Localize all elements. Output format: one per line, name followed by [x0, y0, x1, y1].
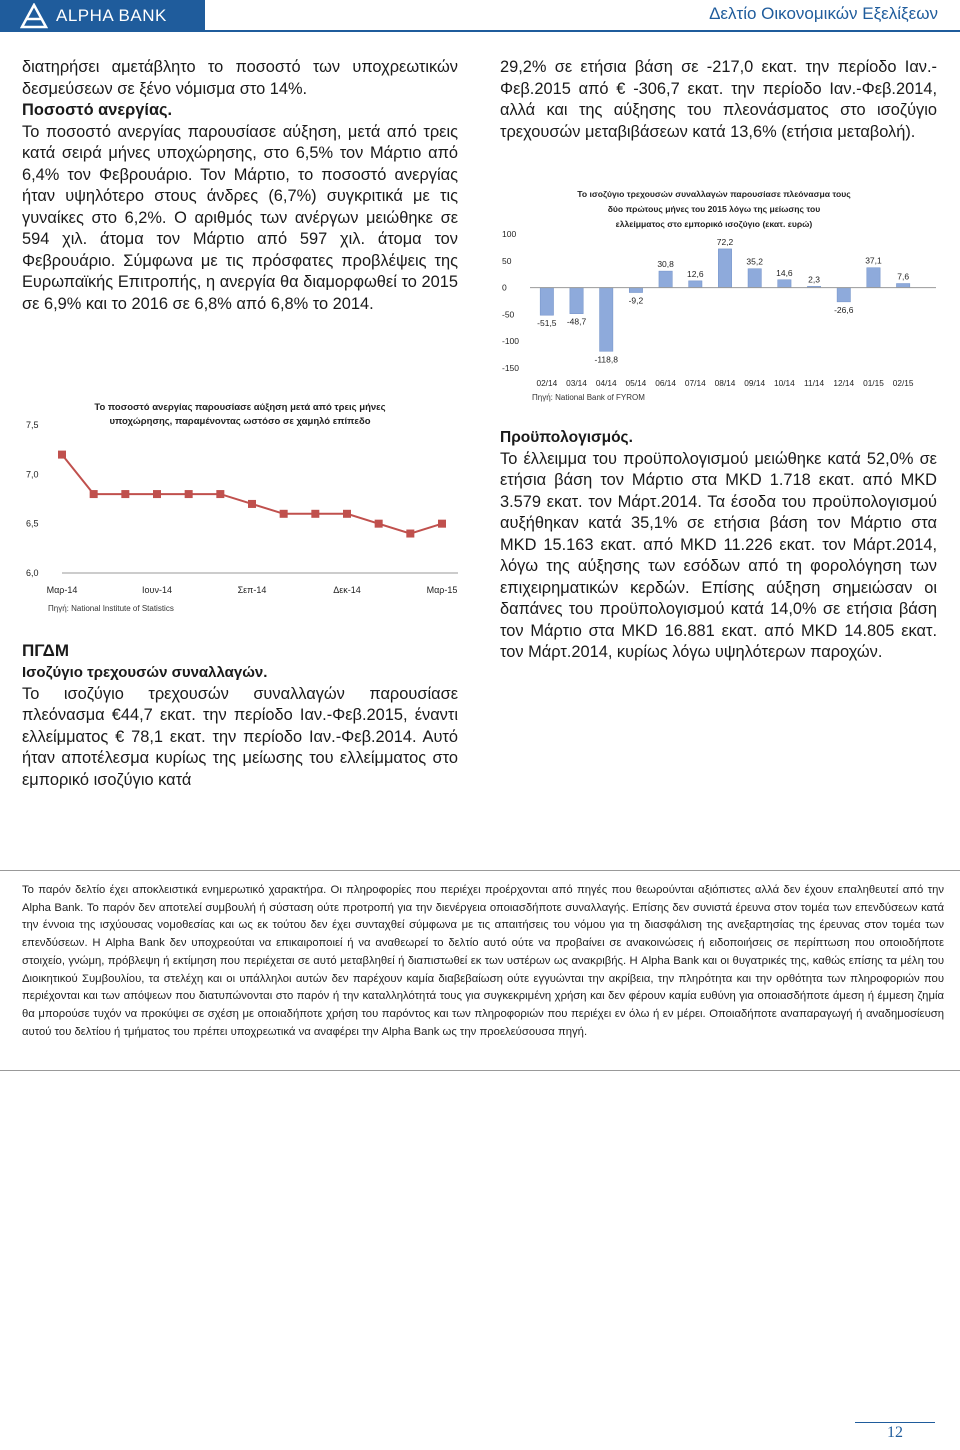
y-tick-label: -150 [502, 363, 520, 373]
bar-value-label: -48,7 [566, 316, 587, 327]
bar [570, 288, 583, 314]
data-point [375, 520, 383, 528]
y-axis-ticks [502, 229, 519, 373]
x-tick-label: 01/15 [863, 378, 884, 388]
x-tick-label: 05/14 [625, 378, 647, 388]
current-account-bar-chart [500, 182, 940, 404]
x-tick-label: Μαρ-14 [46, 585, 78, 595]
data-point [343, 510, 351, 518]
x-tick-label: 04/14 [595, 378, 617, 388]
bar-value-label: 12,6 [687, 268, 704, 279]
bar-value-label: -26,6 [834, 304, 854, 315]
disclaimer-bottom-rule [0, 1070, 960, 1071]
bar [778, 280, 791, 288]
chart-title-line: Το ισοζύγιο τρεχουσών συναλλαγών παρουσίασε πλεόνασμα τους [577, 189, 851, 199]
right-column [500, 57, 937, 143]
data-point [216, 490, 224, 498]
x-tick-label: 07/14 [684, 378, 706, 388]
brand-logo [0, 0, 205, 32]
header-rule [205, 30, 960, 32]
chart-title-line: Το ποσοστό ανεργίας παρουσίασε αύξηση μετά από τρεις μήνες [94, 402, 386, 413]
bar [600, 288, 613, 352]
current-account-heading: Ισοζύγιο τρεχουσών συναλλαγών. [22, 664, 268, 681]
paragraph-current-account: Το ισοζύγιο τρεχουσών συναλλαγών παρουσίασε πλεόνασμα €44,7 εκατ. την περίοδο Ιαν.-Φεβ.2015, έναντι ελλείμματος € 78,1 εκατ. την περίοδο Ιαν.-Φεβ.2014. Αυτό ήταν αποτέλεσμα κυρίως της μείωσης του ελλείμματος στο εμπορικό ισοζύγιο κατά [22, 684, 458, 789]
bar [718, 249, 731, 288]
page-number-rule [855, 1422, 935, 1423]
bar-value-label: 37,1 [865, 255, 882, 266]
disclaimer-text: Το παρόν δελτίο έχει αποκλειστικά ενημερωτικό χαρακτήρα. Οι πληροφορίες που περιέχει προέρχονται από πηγές που θεωρούνται αξιόπιστες αλλά δεν έχουν επαληθευτεί από την Alpha Bank. Το παρόν δεν αποτελεί συμβουλή ή σύσταση ούτε προτροπή για την διενέργεια οποιασδήποτε συναλλαγής. Επίσης δεν συνιστά έρευνα στον τομέα των επενδύσεων κατά την έννοια της ισχύουσας νομοθεσίας και ως εκ τούτου δεν έχει συνταχθεί σύμφωνα με τις απαιτήσεις του νόμου για τη διασφάλιση της ανεξαρτησίας της έρευνας στον τομέα των επενδύσεων. Η Alpha Bank δεν υποχρεούται να επικαιροποιεί ή να αναθεωρεί το δελτίο αυτό ούτε να προβαίνει σε ανακοινώσεις ή ειδοποιήσεις σε περίπτωση που οποιοδήποτε στοιχείο, γνώμη, πρόβλεψη ή εκτίμηση που περιέχεται σε αυτό μεταβληθεί ή διαπιστωθεί εκ των υστέρων ως ανακριβής. Η Alpha Bank και οι θυγατρικές της, καθώς επίσης τα μέλη του Διοικητικού Συμβουλίου, τα στελέχη και οι υπάλληλοι αυτών δεν παρέχουν καμία διαβεβαίωση ούτε εγγυώνται την ακρίβεια, την πληρότητα και την ορθότητα των πληροφοριών που περιέχονται και των απόψεων που διατυπώνονται στο παρόν ή την καταλληλότητά τους για συγκεκριμένη χρήση και δεν φέρουν καμία ευθύνη για οποιασδήποτε άμεση ή έμμεση ζημία θα μπορούσε τυχόν να προκύψει σε σχέση με οποιαδήποτε χρήση του παρόντος και των πληροφοριών που περιέχει εν όλω ή εν μέρει. Οποιαδήποτε αναπαραγωγή ή αναδημοσίευση αυτού του δελτίου ή τμήματος του πρέπει υποχρεωτικά να αναφέρει την Alpha Bank ως την προελεύσουσα πηγή. [22, 884, 944, 1038]
x-tick-label: 06/14 [655, 378, 676, 388]
paragraph-budget: Το έλλειμμα του προϋπολογισμού μειώθηκε κατά 52,0% σε ετήσια βάση τον Μάρτιο στα MKD 1.718 εκατ. από MKD 3.579 εκατ. τον Μάρτ.2014. Τα έσοδα του προϋπολογισμού αυξήθηκαν κατά 35,1% σε ετήσια βάση τον Μάρτιο στα MKD 15.163 εκατ. από MKD 11.226 εκατ. τον Μάρτ.2014, λόγω της αύξησης των εσόδων από τη φορολόγηση των επιχειρηματικών κερδών. Επίσης αύξηση σημειώσαν οι δαπάνες του προϋπολογισμού κατά 14,0% σε ετήσια βάση τον Μάρτιο στα MKD 16.881 εκατ. από MKD 14.805 εκατ. τον Μάρτ.2014, κυρίως λόγω υψηλότερων παροχών. [500, 449, 937, 661]
bar-value-label: 72,2 [716, 236, 734, 247]
data-point [311, 510, 319, 518]
bar [629, 288, 642, 293]
disclaimer-box [0, 870, 960, 1242]
x-tick-label: 12/14 [833, 378, 855, 388]
y-tick-label: -100 [502, 336, 520, 347]
x-tick-label: 02/15 [892, 378, 914, 388]
unemployment-line-chart [22, 390, 462, 620]
paragraph-trade-balance: 29,2% σε ετήσια βάση σε -217,0 εκατ. την περίοδο Ιαν.-Φεβ.2015 από € -306,7 εκατ. την περίοδο Ιαν.-Φεβ.2014, αλλά και της αύξησης του πλεονάσματος στο ισοζύγιο τρεχουσών μεταβιβάσεων κατά 13,6% (ετήσια μεταβολή). [500, 58, 937, 141]
bar-value-label: 30,8 [657, 259, 674, 270]
bar-value-label: 14,6 [776, 267, 793, 278]
bar [748, 269, 761, 288]
x-axis-ticks [47, 585, 458, 595]
left-column [22, 57, 458, 315]
publication-title: Δελτίο Οικονομικών Εξελίξεων [709, 4, 938, 23]
x-axis-ticks [536, 378, 913, 388]
x-tick-label: 10/14 [774, 378, 795, 388]
chart-source: Πηγή: National Institute of Statistics [48, 604, 174, 613]
left-column-lower [22, 640, 458, 791]
bar [896, 284, 909, 288]
data-point [406, 530, 414, 538]
data-point [153, 490, 161, 498]
x-tick-label: Σεπ-14 [237, 585, 267, 595]
bar-value-label: -51,5 [537, 318, 557, 329]
y-tick-label: 50 [502, 255, 512, 266]
data-point [438, 520, 446, 528]
budget-heading: Προϋπολογισμός. [500, 429, 633, 446]
y-tick-label: 7,0 [26, 469, 39, 480]
chart-title [94, 402, 385, 427]
x-tick-label: 11/14 [803, 378, 825, 388]
paragraph-reserve-requirements: διατηρήσει αμετάβλητο το ποσοστό των υποχρεωτικών δεσμεύσεων σε ξένο νόμισμα στο 14%. [22, 58, 458, 98]
bar [837, 288, 850, 302]
chart-title-line: δύο πρώτους μήνες του 2015 λόγω της μείωσης του [607, 204, 821, 214]
bar-series [537, 237, 910, 364]
data-point [90, 490, 98, 498]
chart-title-line: υποχώρησης, παραμένοντας ωστόσο σε χαμηλό επίπεδο [109, 416, 371, 427]
bar [659, 271, 672, 288]
data-point [121, 490, 129, 498]
data-point [185, 490, 193, 498]
y-tick-label: 100 [502, 229, 517, 239]
chart-title [577, 189, 851, 229]
unemployment-series-line [62, 455, 442, 534]
x-tick-label: Δεκ-14 [333, 585, 361, 595]
data-point [280, 510, 288, 518]
bar-value-label: -9,2 [628, 295, 644, 306]
page-number: 12 [887, 1424, 903, 1441]
section-heading-fyrom: ΠΓΔΜ [22, 641, 70, 660]
disclaimer-top-rule [0, 870, 960, 871]
y-axis-ticks [26, 420, 39, 578]
right-column-lower [500, 427, 937, 664]
bar [867, 268, 880, 288]
data-point [248, 500, 256, 508]
unemployment-heading: Ποσοστό ανεργίας. [22, 101, 173, 119]
chart-source: Πηγή: National Bank of FYROM [532, 393, 645, 402]
page-header [0, 0, 960, 32]
bar-value-label: 2,3 [808, 274, 820, 285]
x-tick-label: 09/14 [744, 378, 766, 388]
y-tick-label: 7,5 [26, 420, 39, 430]
bar [689, 281, 702, 288]
bar [540, 288, 553, 316]
x-tick-label: 03/14 [566, 378, 587, 388]
bar-value-label: -118,8 [594, 354, 618, 365]
x-tick-label: Μαρ-15 [426, 585, 458, 595]
paragraph-unemployment: Το ποσοστό ανεργίας παρουσίασε αύξηση, μετά από τρεις κατά σειρά μήνες υποχώρησης, στο 6,5% τον Μάρτιο από 6,4% τον Φεβρουάριο. Τον Μάρτιο, το ποσοστό ανεργίας ήταν υψηλότερο στους άνδρες (6,7%) συγκριτικά με τις γυναίκες στο 6,2%. Ο αριθμός των ανέργων μειώθηκε σε 594 χιλ. άτομα τον Μάρτιο από 597 χιλ. άτομα τον Φεβρουάριο. Σύμφωνα με τις πρόσφατες προβλέψεις της Ευρωπαϊκής Επιτροπής, η ανεργία θα διαμορφωθεί το 2015 σε 6,9% και το 2016 σε 6,8% από 6,8% το 2014. [22, 122, 458, 313]
data-point [58, 451, 66, 459]
bar-value-label: 35,2 [746, 256, 763, 267]
y-tick-label: -50 [502, 309, 515, 320]
brand-name: ALPHA BANK [56, 6, 167, 25]
x-tick-label: 02/14 [536, 378, 558, 388]
bar-value-label: 7,6 [897, 271, 910, 282]
x-tick-label: 08/14 [714, 378, 736, 388]
chart-title-line: ελλείμματος στο εμπορικό ισοζύγιο (εκατ. ευρώ) [615, 219, 813, 229]
y-tick-label: 6,0 [26, 568, 39, 578]
y-tick-label: 6,5 [26, 518, 39, 529]
alpha-bank-logo-icon [20, 3, 48, 29]
y-tick-label: 0 [502, 282, 507, 293]
x-tick-label: Ιουν-14 [142, 585, 172, 595]
